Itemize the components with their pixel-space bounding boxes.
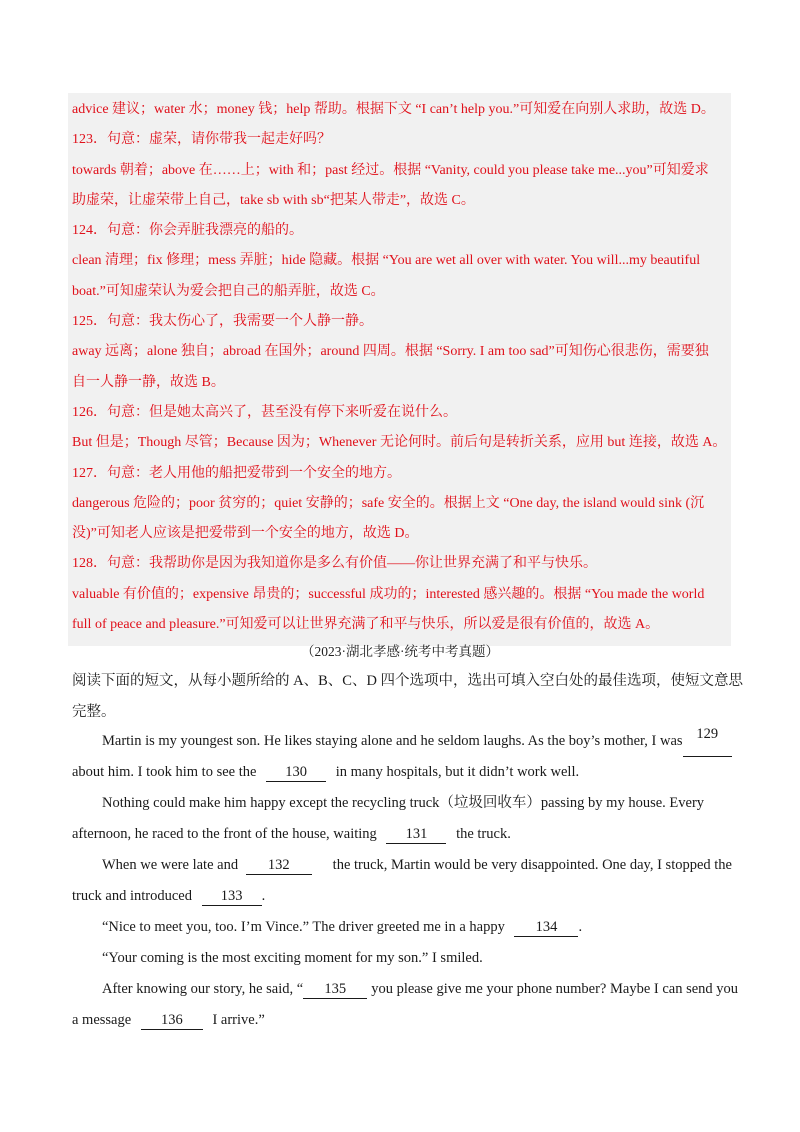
passage-text: afternoon, he raced to the front of the house, waiting xyxy=(72,826,377,842)
blank-132: 132 xyxy=(246,857,312,875)
passage-line xyxy=(72,726,732,757)
analysis-line: 126．句意：但是她太高兴了，甚至没有停下来听爱在说什么。 xyxy=(72,404,457,420)
passage-line: Nothing could make him happy except the recycling truck（垃圾回收车）passing by my house. Every xyxy=(102,795,705,811)
reading-instruction xyxy=(72,666,744,728)
passage-line xyxy=(72,912,732,943)
blank-133: 133 xyxy=(202,888,262,906)
analysis-line: 助虚荣，让虚荣带上自己，take sb with sb“把某人带走”，故选 C。 xyxy=(72,192,475,208)
blank-135: 135 xyxy=(303,981,367,999)
analysis-line: 124．句意：你会弄脏我漂亮的船的。 xyxy=(72,223,303,239)
analysis-line: clean 清理；fix 修理；mess 弄脏；hide 隐藏。根据 “You are wet all over with water. You will...my beautiful xyxy=(72,253,701,269)
instruction-line: 完整。 xyxy=(72,704,116,720)
passage-line: “Your coming is the most exciting moment for my son.” I smiled. xyxy=(102,950,483,966)
passage-text: the truck, Martin would be very disappointed. One day, I stopped the xyxy=(332,857,732,873)
analysis-line: away 远离；alone 独自；abroad 在国外；around 四周。根据 “Sorry. I am too sad”可知伤心很悲伤，需要独 xyxy=(72,344,709,360)
analysis-line: dangerous 危险的；poor 贫穷的；quiet 安静的；safe 安全的。根据上文 “One day, the island would sink (沉 xyxy=(72,495,705,511)
passage-text: the truck. xyxy=(456,826,511,842)
passage-text: I arrive.” xyxy=(212,1012,265,1028)
passage-text: After knowing our story, he said, “ xyxy=(102,981,304,997)
instruction-line: 阅读下面的短文，从每小题所给的 A、B、C、D 四个选项中，选出可填入空白处的最佳选项，使短文意思 xyxy=(72,673,744,689)
exam-source-label: （2023·湖北孝感·统考中考真题） xyxy=(301,644,499,659)
cloze-passage xyxy=(72,726,739,1036)
analysis-line: 125．句意：我太伤心了，我需要一个人静一静。 xyxy=(72,314,373,330)
passage-line xyxy=(72,757,732,788)
passage-line xyxy=(72,1005,732,1036)
blank-131: 131 xyxy=(386,826,446,844)
analysis-line: 没)”可知老人应该是把爱带到一个安全的地方，故选 D。 xyxy=(72,526,419,542)
analysis-line: valuable 有价值的；expensive 昂贵的；successful 成功的；interested 感兴趣的。根据 “You made the world xyxy=(72,586,705,602)
passage-text: When we were late and xyxy=(102,857,239,873)
answer-analysis-block xyxy=(68,93,731,646)
analysis-line: 127．句意：老人用他的船把爱带到一个安全的地方。 xyxy=(72,465,401,481)
blank-134: 134 xyxy=(514,919,578,937)
analysis-line: 128．句意：我帮助你是因为我知道你是多么有价值——你让世界充满了和平与快乐。 xyxy=(72,556,597,572)
passage-text: a message xyxy=(72,1012,132,1028)
passage-text: you please give me your phone number? Maybe I can send you xyxy=(371,981,739,997)
analysis-line: advice 建议；water 水；money 钱；help 帮助。根据下文 “I can’t help you.”可知爱在向别人求助，故选 D。 xyxy=(72,102,715,117)
analysis-line: towards 朝着；above 在……上；with 和；past 经过。根据 “Vanity, could you please take me...you”可知爱求 xyxy=(72,162,709,178)
blank-130: 130 xyxy=(266,764,326,782)
passage-text: “Nice to meet you, too. I’m Vince.” The driver greeted me in a happy xyxy=(102,919,505,935)
analysis-line: But 但是；Though 尽管；Because 因为；Whenever 无论何时。前后句是转折关系，应用 but 连接，故选 A。 xyxy=(72,435,727,451)
passage-text: about him. I took him to see the xyxy=(72,764,257,780)
passage-text: truck and introduced xyxy=(72,888,192,904)
passage-line xyxy=(72,819,732,850)
analysis-line: 自一人静一静，故选 B。 xyxy=(72,374,225,390)
passage-text: in many hospitals, but it didn’t work well. xyxy=(335,764,580,780)
passage-line xyxy=(72,850,732,881)
passage-text: Martin is my youngest son. He likes staying alone and he seldom laughs. As the boy’s mother, I was xyxy=(102,733,683,749)
passage-line xyxy=(72,974,739,1005)
passage-text: . xyxy=(578,919,583,935)
blank-129: 129 xyxy=(683,726,732,757)
passage-line xyxy=(72,881,732,912)
passage-text: . xyxy=(261,888,266,904)
blank-136: 136 xyxy=(141,1012,203,1030)
analysis-line: 123．句意：虚荣，请你带我一起走好吗？ xyxy=(72,132,331,148)
analysis-line: full of peace and pleasure.”可知爱可以让世界充满了和平与快乐，所以爱是很有价值的，故选 A。 xyxy=(72,617,660,633)
analysis-line: boat.”可知虚荣认为爱会把自己的船弄脏，故选 C。 xyxy=(72,283,385,299)
